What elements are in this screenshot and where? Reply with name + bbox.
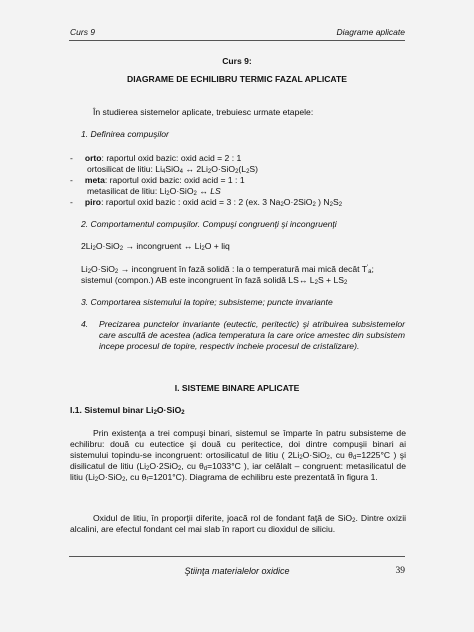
- step-1: 1. Definirea compuşilor: [81, 129, 169, 139]
- subsection-heading: I.1. Sistemul binar $Li_2O\cdot SiO_2$: [70, 405, 185, 416]
- paragraph-1: Prin existenţa a trei compuşi binari, sistemul se împarte în patru subsisteme de echilibru: două cu eutectice şi două cu peritectice, doi dintre compuşii binari ai sistemului topindu-se incongruent: ortosilicatul de litiu ( $2Li_2O\cdot SiO_2$, cu $\theta_d=1225^\circ C$ ) şi disilicatul de litiu ($Li_2O\cdot 2SiO_2$, cu $\theta_d=1033^\circ C$ ), iar celălalt – congruent: metasilicatul de litiu ($Li_2O\cdot SiO_2$, cu $\theta_t=1201^\circ C$). Diagrama de echilibru este prezentată în figura 1.: [70, 428, 406, 483]
- piro-line: - piro: raportul oxid bazic : oxid acid = 3 : 2 (ex. 3 $Na_2O\cdot 2SiO_2$ ) $N_2S_2$: [70, 197, 343, 208]
- page-subtitle: DIAGRAME DE ECHILIBRU TERMIC FAZAL APLICATE: [127, 74, 347, 84]
- step-2: 2. Comportamentul compuşilor. Compuşi congruenţi şi incongruenţi: [81, 219, 337, 229]
- header-right: Diagrame aplicate: [336, 27, 405, 37]
- section-heading: I. SISTEME BINARE APLICATE: [174, 383, 300, 393]
- equation-2-line-2: sistemul (compon.) AB este incongruent în fază solidă LS↔ $L_2S + LS_2$: [81, 275, 348, 286]
- equation-2-line-1: $Li_2O\cdot SiO_2$ → incongruent în fază solidă : la o temperatură mai mică decât $T'_a$;: [81, 264, 374, 275]
- meta-line-2: metasilicat de litiu: $Li_2O\cdot SiO_2$ ↔ LS: [87, 186, 221, 197]
- paragraph-2: Oxidul de litiu, în proporţii diferite, joacă rol de fondant faţă de SiO$_2$. Dintre oxizii alcalini, are efectul fondant cel mai slab în raport cu dioxidul de siliciu.: [70, 513, 407, 534]
- step-4-number: 4.: [81, 319, 89, 329]
- orto-line-1: - orto: raportul oxid bazic: oxid acid = 2 : 1: [70, 153, 242, 163]
- equation-1: $2Li_2O\cdot SiO_2$ → incongruent ↔ $Li_2O$ + liq: [81, 241, 230, 252]
- page-title: Curs 9:: [222, 56, 252, 66]
- header-left: Curs 9: [70, 27, 96, 37]
- meta-line-1: - meta: raportul oxid bazic: oxid acid = 1 : 1: [70, 175, 245, 185]
- intro-text: În studierea sistemelor aplicate, trebuiesc urmate etapele:: [93, 107, 314, 117]
- page-number: 39: [395, 566, 405, 576]
- footer-rule: [69, 556, 405, 557]
- step-3: 3. Comportarea sistemului la topire; subsisteme; puncte invariante: [81, 297, 333, 307]
- footer-title: Ştiinţa materialelor oxidice: [184, 566, 290, 576]
- header-rule: [69, 40, 405, 41]
- orto-line-2: ortosilicat de litiu: $Li_4SiO_4$ ↔ $2Li_2O\cdot SiO_2(L_2S)$: [87, 164, 259, 175]
- step-4-text: Precizarea punctelor invariante (eutectic, peritectic) şi atribuirea subsistemelor care ascultă de acestea (adica temperatura la care orice amestec din subsistem incepe procesul de topire, respectiv incheie procesul de cristalizare).: [99, 319, 405, 351]
